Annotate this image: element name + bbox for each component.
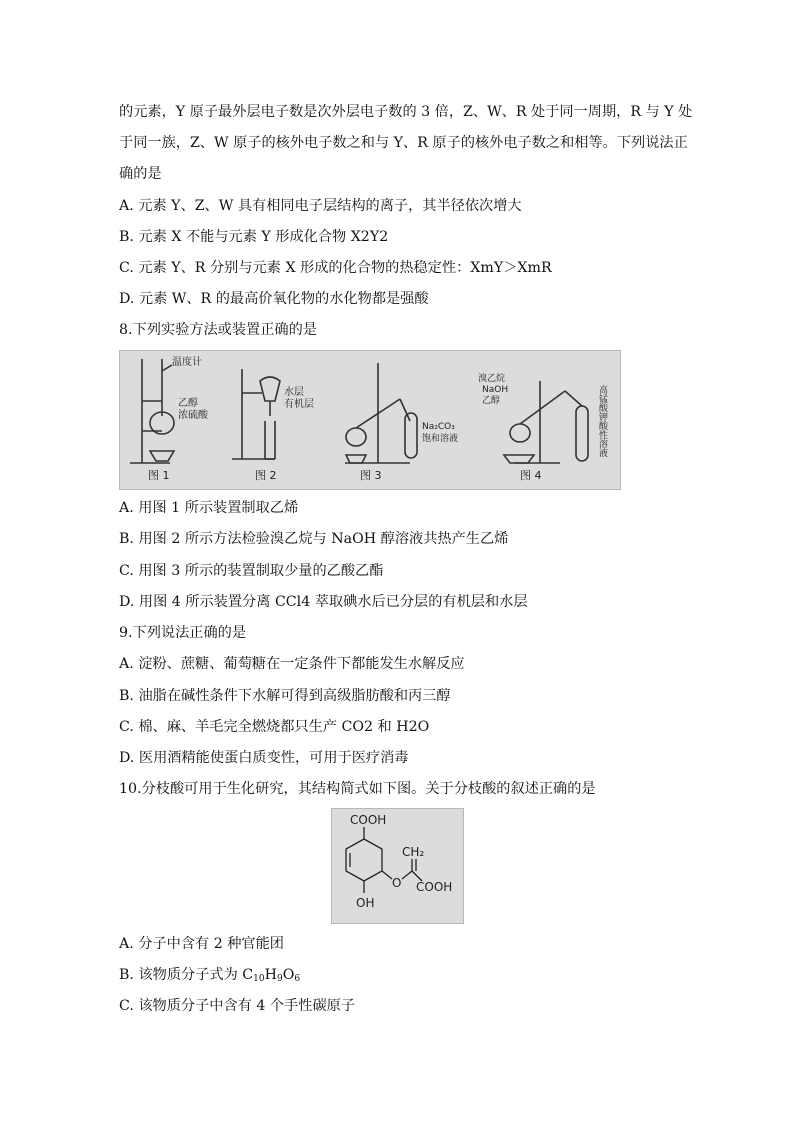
fig3-test-tube xyxy=(405,413,417,458)
fig1-label-thermometer: 温度计 xyxy=(172,357,202,368)
q10-option-c: C. 该物质分子中含有 4 个手性碳原子 xyxy=(119,998,356,1014)
q9-option-d: D. 医用酒精能使蛋白质变性，可用于医疗消毒 xyxy=(119,750,409,766)
q7-stem-line-1: 的元素，Y 原子最外层电子数是次外层电子数的 3 倍，Z、W、R 处于同一周期，R 与 Y 处 xyxy=(119,104,693,120)
q8-option-b: B. 用图 2 所示方法检验溴乙烷与 NaOH 醇溶液共热产生乙烯 xyxy=(119,531,509,547)
q7-option-a: A. 元素 Y、Z、W 具有相同电子层结构的离子，其半径依次增大 xyxy=(119,198,522,214)
formula-sub-o: 6 xyxy=(294,974,301,984)
q7-stem-line-2: 于同一族，Z、W 原子的核外电子数之和与 Y、R 原子的核外电子数之和相等。下列说法正 xyxy=(119,135,688,151)
label-ether-o: O xyxy=(392,876,402,890)
fig4-label-bromoethane: 溴乙烷 xyxy=(478,374,506,384)
label-cooh-top: COOH xyxy=(350,813,387,827)
fig4-label-kmno4: 高锰酸钾酸性溶液 xyxy=(597,385,607,457)
q8-option-c: C. 用图 3 所示的装置制取少量的乙酸乙酯 xyxy=(119,563,384,579)
q8-apparatus-figure xyxy=(119,350,621,490)
label-ch2: CH₂ xyxy=(402,845,425,859)
fig4-flask xyxy=(510,424,530,442)
fig2-label-organic: 有机层 xyxy=(284,399,314,410)
figure-1-caption: 图 1 xyxy=(148,469,170,482)
fig2-funnel xyxy=(260,377,280,401)
fig3-label-solution: 饱和溶液 xyxy=(422,434,459,444)
fig4-burner xyxy=(504,455,534,463)
q9-stem: 9.下列说法正确的是 xyxy=(119,625,247,641)
figure-3-caption: 图 3 xyxy=(360,469,382,482)
formula-o: O xyxy=(282,967,295,983)
q8-stem: 8.下列实验方法或装置正确的是 xyxy=(119,322,317,338)
label-cooh-right: COOH xyxy=(416,880,453,894)
ring xyxy=(346,839,382,881)
apparatus-drawing xyxy=(120,351,620,489)
figure-2-caption: 图 2 xyxy=(255,469,277,482)
q8-option-a: A. 用图 1 所示装置制取乙烯 xyxy=(119,500,299,516)
formula-sub-c: 10 xyxy=(253,974,265,984)
q9-option-a: A. 淀粉、蔗糖、葡萄糖在一定条件下都能发生水解反应 xyxy=(119,656,465,672)
fig3-label-na2co3: Na₂CO₃ xyxy=(422,422,455,432)
fig4-test-tube xyxy=(576,406,588,461)
q7-option-b: B. 元素 X 不能与元素 Y 形成化合物 X2Y2 xyxy=(119,229,389,245)
q10-structure-figure xyxy=(331,808,464,924)
formula-h: H xyxy=(264,967,277,983)
label-oh: OH xyxy=(356,896,375,910)
formula-sub-h: 9 xyxy=(276,974,283,984)
chorismic-acid-structure xyxy=(332,809,463,923)
q10-option-b-text: B. 该物质分子式为 C xyxy=(119,967,254,983)
fig3-burner xyxy=(346,455,366,463)
q7-option-d: D. 元素 W、R 的最高价氧化物的水化物都是强酸 xyxy=(119,291,429,307)
q10-option-a: A. 分子中含有 2 种官能团 xyxy=(119,936,284,952)
q7-stem-line-3: 确的是 xyxy=(119,166,162,182)
fig2-label-water: 水层 xyxy=(284,387,304,398)
q10-option-b xyxy=(119,966,300,984)
fig1-burner xyxy=(150,451,174,461)
figure-4-caption: 图 4 xyxy=(520,469,542,482)
fig3-flask xyxy=(346,428,366,446)
q9-option-b: B. 油脂在碱性条件下水解可得到高级脂肪酸和丙三醇 xyxy=(119,688,451,704)
q9-option-c: C. 棉、麻、羊毛完全燃烧都只生产 CO2 和 H2O xyxy=(119,719,430,735)
fig4-label-ethanol: 乙醇 xyxy=(482,396,501,406)
q10-stem: 10.分枝酸可用于生化研究，其结构简式如下图。关于分枝酸的叙述正确的是 xyxy=(119,781,596,797)
q7-option-c: C. 元素 Y、R 分别与元素 X 形成的化合物的热稳定性：XmY＞XmR xyxy=(119,260,552,276)
fig1-label-ethanol: 乙醇 xyxy=(178,398,198,409)
fig1-label-acid: 浓硫酸 xyxy=(178,410,208,421)
q8-option-d: D. 用图 4 所示装置分离 CCl4 萃取碘水后已分层的有机层和水层 xyxy=(119,594,528,610)
fig4-label-naoh: NaOH xyxy=(482,385,509,395)
